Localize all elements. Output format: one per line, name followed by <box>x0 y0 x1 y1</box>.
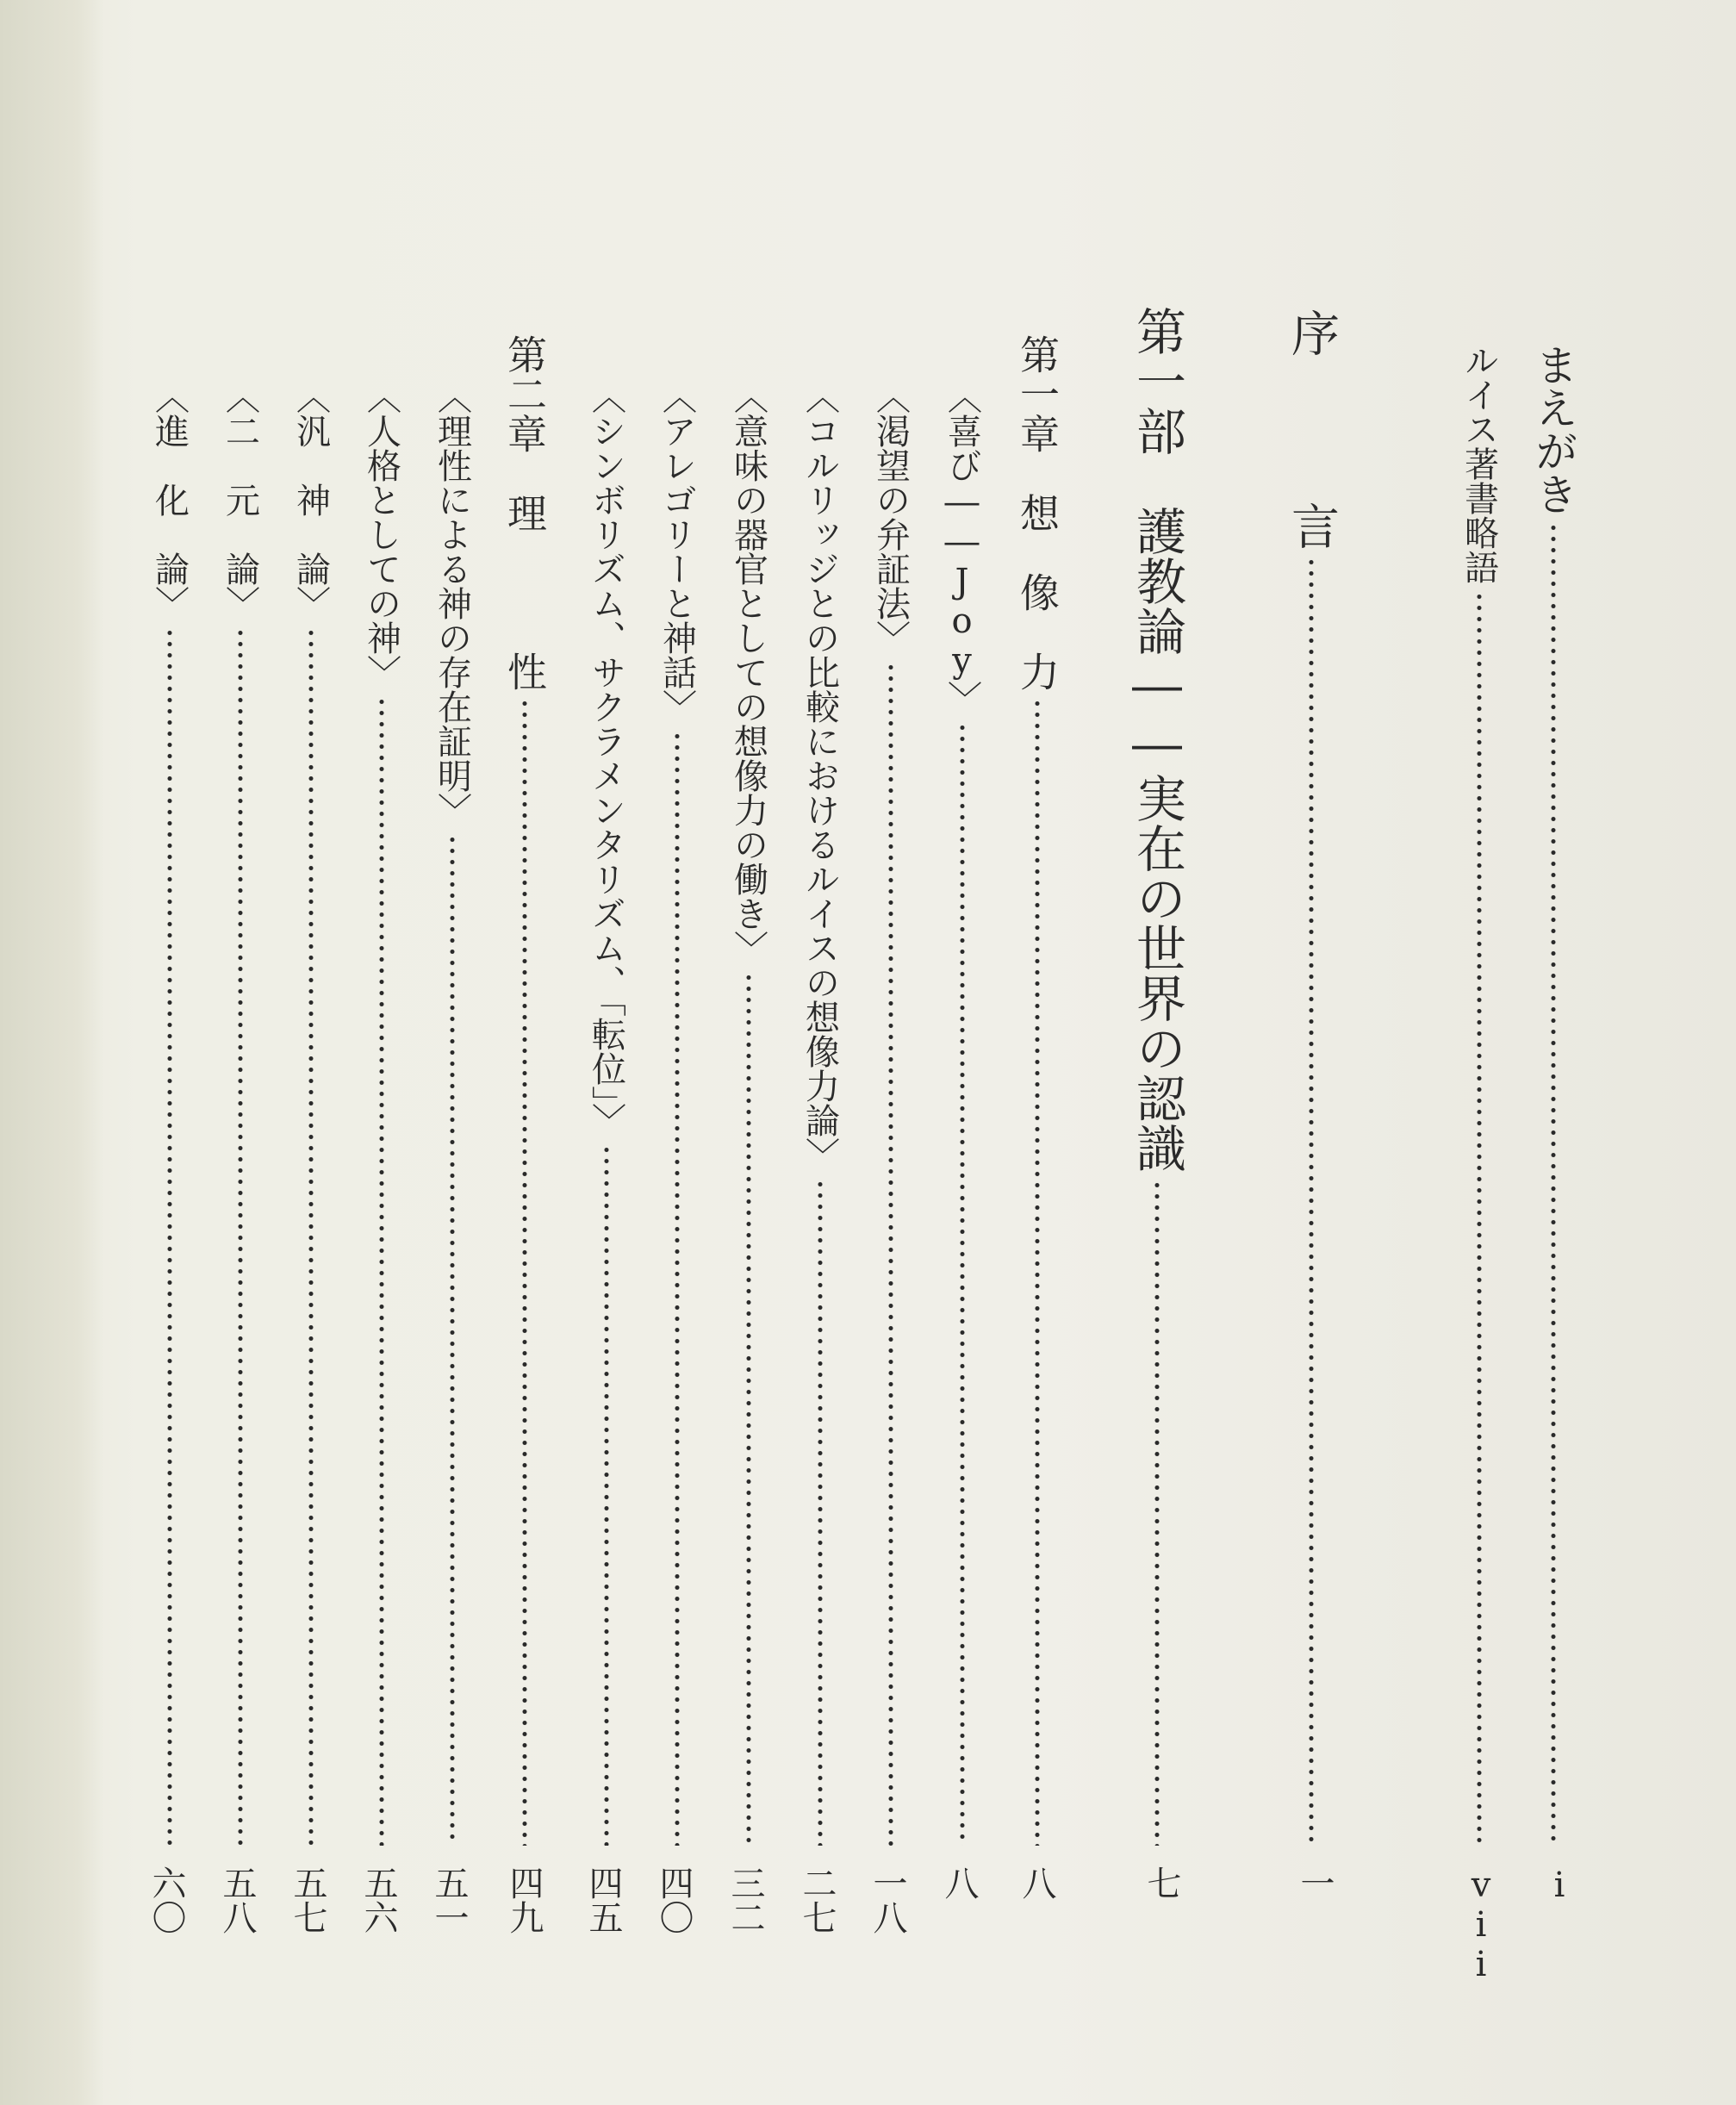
toc-page-number: 四五 <box>583 1865 623 1934</box>
leader-dots <box>799 1179 842 1846</box>
toc-entry-title: 〈喜び――Joy〉 <box>942 379 982 715</box>
toc-page-number: 八 <box>1017 1865 1056 1900</box>
toc-page-number: 五八 <box>217 1865 257 1934</box>
toc-entry[interactable] <box>1013 0 1061 2105</box>
leader-dots <box>656 731 699 1846</box>
toc-entry[interactable] <box>501 0 549 2105</box>
toc-entry-title: 〈進 化 論〉 <box>149 379 190 620</box>
leader-dots <box>727 972 770 1846</box>
toc-page-number: 五七 <box>288 1865 327 1934</box>
toc-entry-title: 〈シンボリズム、サクラメンタリズム、「転位」〉 <box>586 379 626 1137</box>
toc-entry[interactable] <box>799 0 842 2105</box>
leader-dots <box>431 834 474 1846</box>
toc-entry-title: 〈理性による神の存在証明〉 <box>432 379 472 827</box>
toc-page-number: i <box>1540 1865 1579 1905</box>
toc-entry-title: 〈二 元 論〉 <box>220 379 260 620</box>
toc-entry[interactable] <box>289 0 333 2105</box>
toc-entry-title: ルイス著書略語 <box>1459 343 1499 584</box>
toc-page-number: 二七 <box>797 1865 837 1934</box>
toc-page-number: 四〇 <box>654 1865 694 1934</box>
toc-entry[interactable] <box>727 0 770 2105</box>
toc-page-number: 六〇 <box>146 1865 186 1934</box>
page-gutter-shadow <box>0 0 103 2105</box>
toc-entry-title: 第二章 理 性 <box>501 334 548 691</box>
leader-dots <box>289 627 333 1846</box>
toc-entry[interactable] <box>431 0 474 2105</box>
toc-entry[interactable] <box>148 0 191 2105</box>
toc-entry-title: 〈汎 神 論〉 <box>290 379 331 620</box>
toc-page-number: 七 <box>1142 1865 1181 1900</box>
leader-dots <box>869 662 912 1846</box>
leader-dots <box>1283 557 1340 1846</box>
leader-dots <box>585 1144 628 1846</box>
toc-page-number: vii <box>1461 1865 1501 1984</box>
toc-entry-title: 〈人格としての神〉 <box>361 379 401 689</box>
leader-dots <box>1013 698 1061 1846</box>
toc-page-number: 三二 <box>725 1865 765 1934</box>
toc-page-number: 一八 <box>868 1865 907 1934</box>
toc-entry[interactable] <box>1458 0 1501 2105</box>
toc-page-number: 八 <box>939 1865 979 1900</box>
toc-entry-title: 〈渇望の弁証法〉 <box>870 379 911 655</box>
toc-entry-title: 〈コルリッジとの比較におけるルイスの想像力論〉 <box>800 379 840 1172</box>
toc-entry-title: 〈アレゴリーと神話〉 <box>656 379 697 724</box>
toc-page-number: 五一 <box>429 1865 469 1934</box>
toc-entry[interactable] <box>585 0 628 2105</box>
toc-page-number: 五六 <box>358 1865 398 1934</box>
toc-entry-title: まえがき <box>1528 343 1578 515</box>
toc-entry-title: 第一部 護教論――実在の世界の認識 <box>1128 306 1186 1173</box>
toc-entry[interactable] <box>869 0 912 2105</box>
toc-entry[interactable] <box>1283 0 1340 2105</box>
leader-dots <box>941 722 984 1846</box>
leader-dots <box>1458 591 1501 1846</box>
toc-entry-title: 〈意味の器官としての想像力の働き〉 <box>728 379 768 965</box>
toc-page-number: 四九 <box>504 1865 544 1934</box>
toc-entry[interactable] <box>1128 0 1186 2105</box>
toc-entry-title: 第一章 想 像 力 <box>1014 334 1061 691</box>
leader-dots <box>1528 522 1579 1846</box>
toc-entry[interactable] <box>656 0 699 2105</box>
toc-entry[interactable] <box>941 0 984 2105</box>
toc-entry[interactable] <box>360 0 403 2105</box>
toc-entry[interactable] <box>1528 0 1579 2105</box>
toc-page-number: 一 <box>1295 1865 1335 1900</box>
leader-dots <box>501 698 549 1846</box>
leader-dots <box>148 627 191 1846</box>
toc-entry[interactable] <box>219 0 262 2105</box>
leader-dots <box>219 627 262 1846</box>
toc-entry-title: 序 言 <box>1284 308 1340 550</box>
leader-dots <box>1128 1180 1186 1846</box>
leader-dots <box>360 696 403 1846</box>
